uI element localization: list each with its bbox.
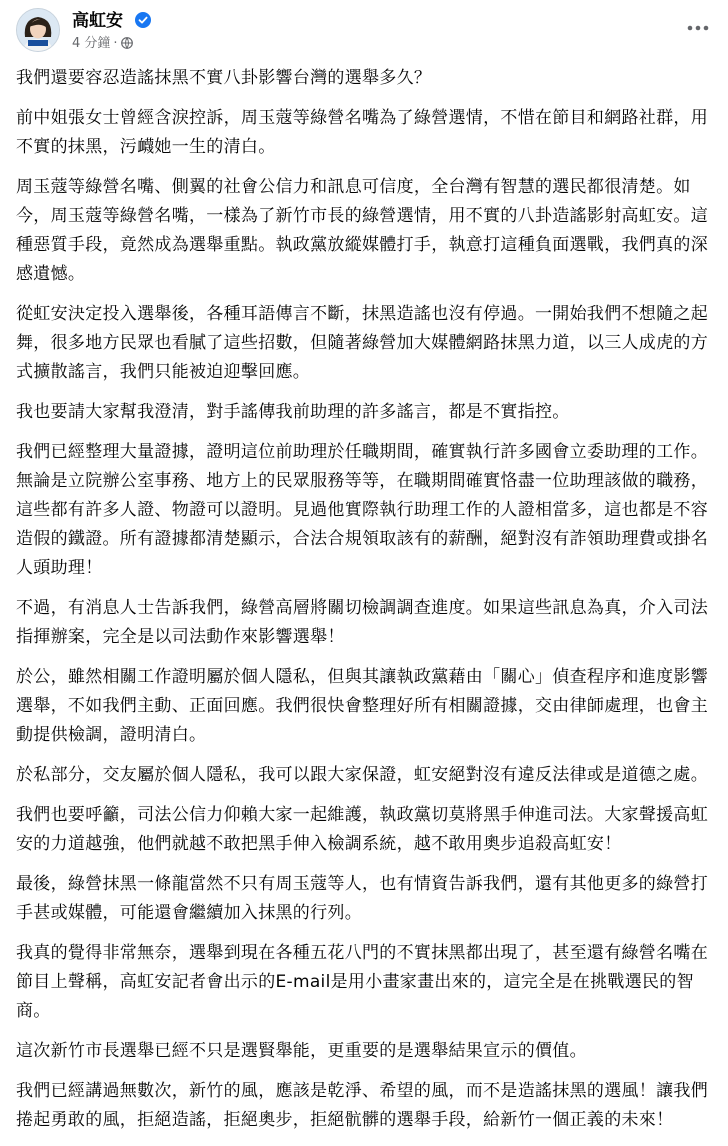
post-meta xyxy=(72,32,133,51)
post-header xyxy=(0,0,728,62)
post-paragraph: 最後，綠營抹黑一條龍當然不只有周玉蔻等人，也有情資告訴我們，還有其他更多的綠營打手甚或媒體，可能還會繼續加入抹黑的行列。 xyxy=(16,874,708,923)
post-paragraph: 我也要請大家幫我澄清，對手謠傳我前助理的許多謠言，都是不實指控。 xyxy=(16,402,570,422)
avatar[interactable] xyxy=(16,8,60,52)
post-paragraph: 於公，雖然相關工作證明屬於個人隱私，但與其讓執政黨藉由「關心」偵查程序和進度影響選舉，不如我們主動、正面回應。我們很快會整理好所有相關證據，交由律師處理，也會主動提供檢調，證明清白。 xyxy=(16,667,708,745)
post-paragraph: 於私部分，交友屬於個人隱私，我可以跟大家保證，虹安絕對沒有違反法律或是道德之處。 xyxy=(16,765,708,785)
post-paragraph: 我真的覺得非常無奈，選舉到現在各種五花八門的不實抹黑都出現了，甚至還有綠營名嘴在節目上聲稱，高虹安記者會出示的E-mail是用小畫家畫出來的，這完全是在挑戰選民的智商。 xyxy=(16,943,708,1021)
post-paragraph: 我們已經講過無數次，新竹的風，應該是乾淨、希望的風，而不是造謠抹黑的選風！讓我們捲起勇敢的風，拒絕造謠，拒絕奧步，拒絕骯髒的選舉手段，給新竹一個正義的未來！ xyxy=(16,1081,708,1130)
meta-separator: · xyxy=(113,36,118,51)
post-body xyxy=(16,64,716,1146)
more-options-button[interactable] xyxy=(680,10,716,46)
author-name[interactable]: 高虹安 xyxy=(72,11,123,31)
more-options-icon xyxy=(687,25,709,31)
verified-badge-icon xyxy=(135,12,151,28)
post-paragraph: 從虹安決定投入選舉後，各種耳語傳言不斷，抹黑造謠也沒有停過。一開始我們不想隨之起舞，很多地方民眾也看膩了這些招數，但隨著綠營加大媒體網路抹黑力道，以三人成虎的方式擴散謠言，我們只能被迫迎擊回應。 xyxy=(16,304,708,382)
post-paragraph: 前中姐張女士曾經含淚控訴，周玉蔻等綠營名嘴為了綠營選情，不惜在節目和網路社群，用不實的抹黑，污衊她一生的清白。 xyxy=(16,108,708,157)
avatar-portrait xyxy=(17,9,59,51)
post-paragraph: 不過，有消息人士告訴我們，綠營高層將關切檢調調查進度。如果這些訊息為真，介入司法指揮辦案，完全是以司法動作來影響選舉！ xyxy=(16,598,708,647)
globe-icon xyxy=(121,37,133,49)
post-timestamp[interactable]: 4 分鐘 xyxy=(72,36,111,51)
post-paragraph: 我們已經整理大量證據，證明這位前助理於任職期間，確實執行許多國會立委助理的工作。無論是立院辦公室事務、地方上的民眾服務等等，在職期間確實恪盡一位助理該做的職務，這些都有許多人證、物證可以證明。見過他實際執行助理工作的人證相當多，這也都是不容造假的鐵證。所有證據都清楚顯示，合法合規領取該有的薪酬，絕對沒有詐領助理費或掛名人頭助理！ xyxy=(16,442,708,578)
post-paragraph: 周玉蔻等綠營名嘴、側翼的社會公信力和訊息可信度，全台灣有智慧的選民都很清楚。如今，周玉蔻等綠營名嘴，一樣為了新竹市長的綠營選情，用不實的八卦造謠影射高虹安。這種惡質手段，竟然成為選舉重點。執政黨放縱媒體打手，執意打這種負面選戰，我們真的深感遺憾。 xyxy=(16,177,708,284)
post-paragraph: 我們還要容忍造謠抹黑不實八卦影響台灣的選舉多久？ xyxy=(16,68,432,88)
post-paragraph: 這次新竹市長選舉已經不只是選賢舉能，更重要的是選舉結果宣示的價值。 xyxy=(16,1041,587,1061)
post-paragraph: 我們也要呼籲，司法公信力仰賴大家一起維護，執政黨切莫將黑手伸進司法。大家聲援高虹安的力道越強，他們就越不敢把黑手伸入檢調系統，越不敢用奧步追殺高虹安！ xyxy=(16,805,708,854)
author-name-row xyxy=(72,6,151,31)
